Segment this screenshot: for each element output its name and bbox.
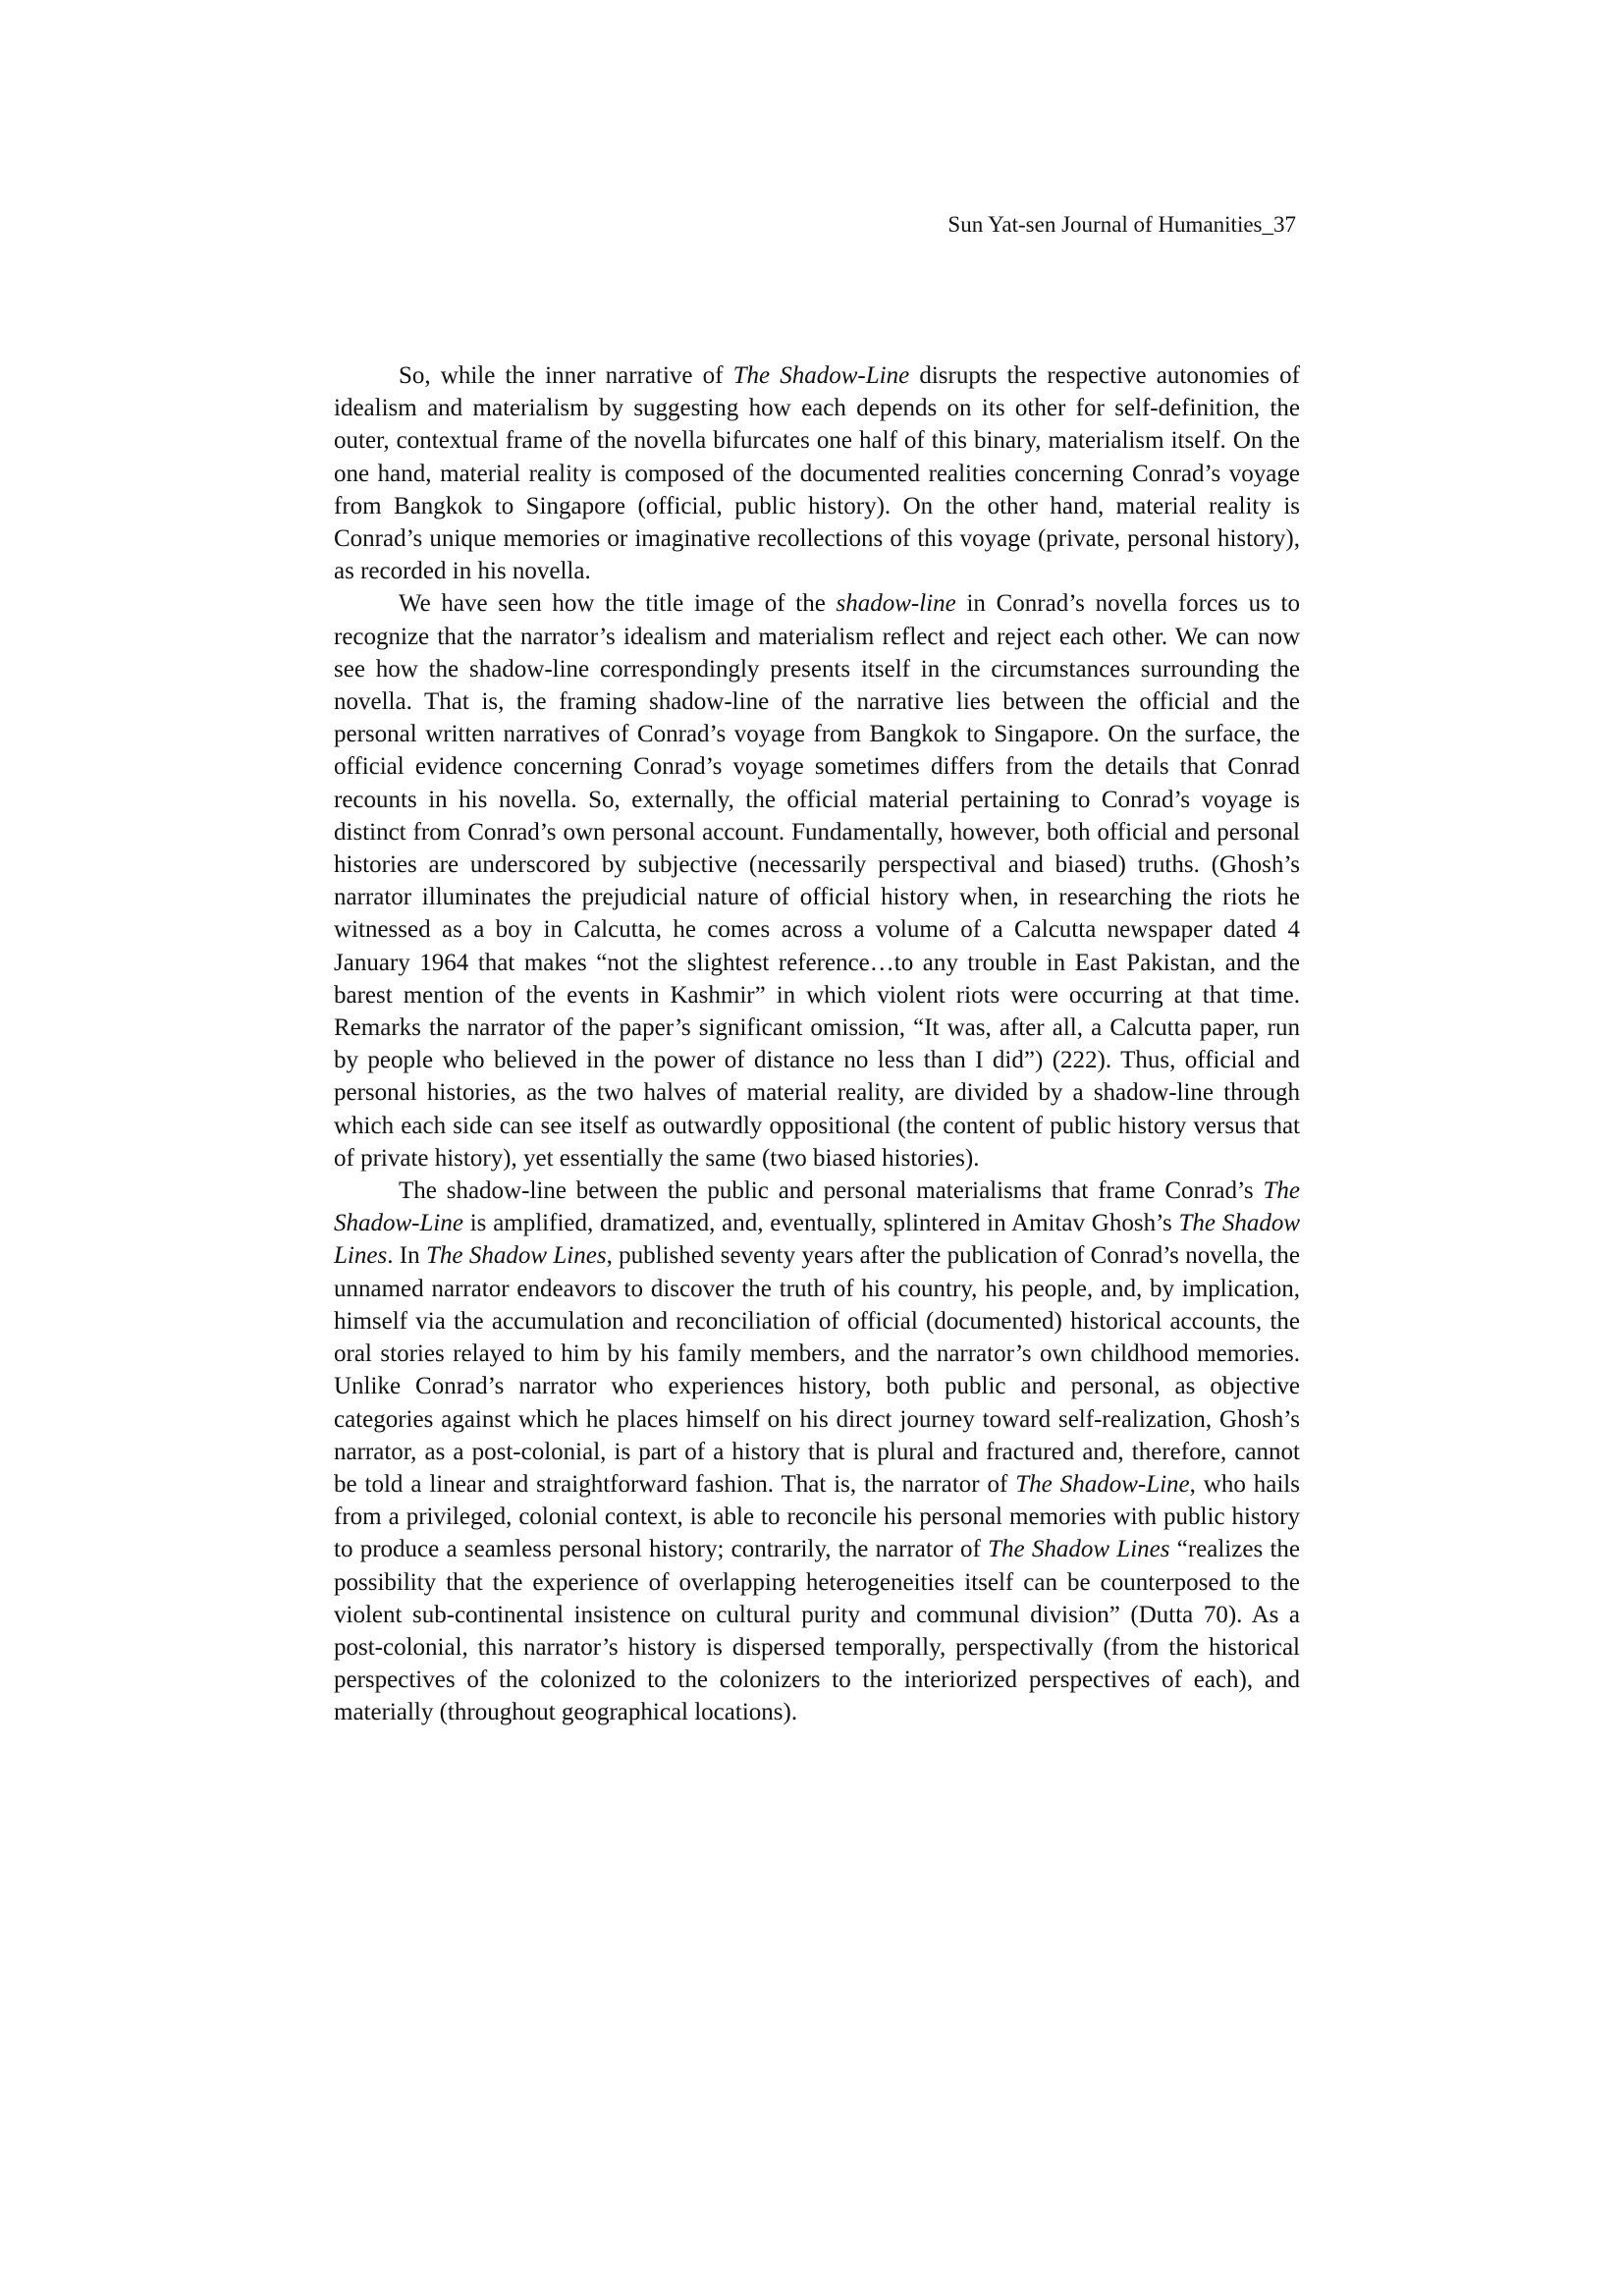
italic-title-run: The Shadow Lines [334, 1210, 1300, 1270]
running-head: Sun Yat-sen Journal of Humanities_37 [947, 212, 1296, 237]
article-body [334, 359, 1300, 1729]
paragraph-3 [334, 1175, 1300, 1728]
text-run: disrupts the respective autonomies of idealism and materialism by suggesting how each depends on its other for self-definition, the outer, contextual frame of the novella bifurcates one half of this binary, materialism itself. On the one hand, material reality is composed of the documented realities concerning Conrad’s voyage from Bangkok to Singapore (official, public history). On the other hand, material reality is Conrad’s unique memories or imaginative recollections of this voyage (private, personal history), as recorded in his novella. [334, 362, 1301, 585]
text-run: in Conrad’s novella forces us to recognize that the narrator’s idealism and materialism reflect and reject each other. We can now see how the shadow-line correspondingly presents itself in the circumstances surrounding the novella. That is, the framing shadow-line of the narrative lies between the official and the personal written narratives of Conrad’s voyage from Bangkok to Singapore. On the surface, the official evidence concerning Conrad’s voyage sometimes differs from the details that Conrad recounts in his novella. So, externally, the official material pertaining to Conrad’s voyage is distinct from Conrad’s own personal account. Fundamentally, however, both official and personal histories are underscored by subjective (necessarily perspectival and biased) truths. (Ghosh’s narrator illuminates the prejudicial nature of official history when, in researching the riots he witnessed as a boy in Calcutta, he comes across a volume of a Calcutta newspaper dated 4 January 1964 that makes “not the slightest reference…to any trouble in East Pakistan, and the barest mention of the events in Kashmir” in which violent riots were occurring at that time. Remarks the narrator of the paper’s significant omission, “It was, after all, a Calcutta paper, run by people who believed in the power of distance no less than I did”) (222). Thus, official and personal histories, as the two halves of material reality, are divided by a shadow-line through which each side can see itself as outwardly oppositional (the content of public history versus that of private history), yet essentially the same (two biased histories). [334, 590, 1300, 1172]
italic-title-run: The Shadow Lines [988, 1536, 1170, 1563]
text-run: is amplified, dramatized, and, eventually, splintered in Amitav Ghosh’s [462, 1210, 1179, 1237]
text-run: , who hails from a privileged, colonial context, is able to reconcile his personal memories with public history to produce a seamless personal history; contrarily, the narrator of [334, 1470, 1300, 1563]
italic-title-run: The Shadow-Line [1015, 1470, 1190, 1498]
italic-title-run: The Shadow-Line [732, 362, 910, 389]
italic-title-run: shadow-line [836, 590, 956, 618]
italic-title-run: The Shadow-Line [334, 1177, 1300, 1237]
text-run: “realizes the possibility that the experience of overlapping heterogeneities itself can be counterposed to the violent sub-continental insistence on cultural purity and communal division” (Dutta 70). As a post-colonial, this narrator’s history is dispersed temporally, perspectivally (from the historical perspectives of the colonized to the colonizers to the interiorized perspectives of each), and materially (throughout geographical locations). [334, 1536, 1300, 1726]
paragraph-2 [334, 587, 1300, 1175]
italic-title-run: The Shadow Lines [425, 1242, 607, 1270]
text-run: The shadow-line between the public and personal materialisms that frame Conrad’s [399, 1177, 1264, 1205]
text-run: , published seventy years after the publication of Conrad’s novella, the unnamed narrator endeavors to discover the truth of his country, his people, and, by implication, himself via the accumulation and reconciliation of official (documented) historical accounts, the oral stories relayed to him by his family members, and the narrator’s own childhood memories. Unlike Conrad’s narrator who experiences history, both public and personal, as objective categories against which he places himself on his direct journey toward self-realization, Ghosh’s narrator, as a post-colonial, is part of a history that is plural and fractured and, therefore, cannot be told a linear and straightforward fashion. That is, the narrator of [334, 1242, 1301, 1498]
text-run: So, while the inner narrative of [399, 362, 733, 389]
text-run: We have seen how the title image of the [399, 590, 837, 618]
paragraph-1 [334, 359, 1300, 587]
text-run: . In [387, 1242, 426, 1270]
